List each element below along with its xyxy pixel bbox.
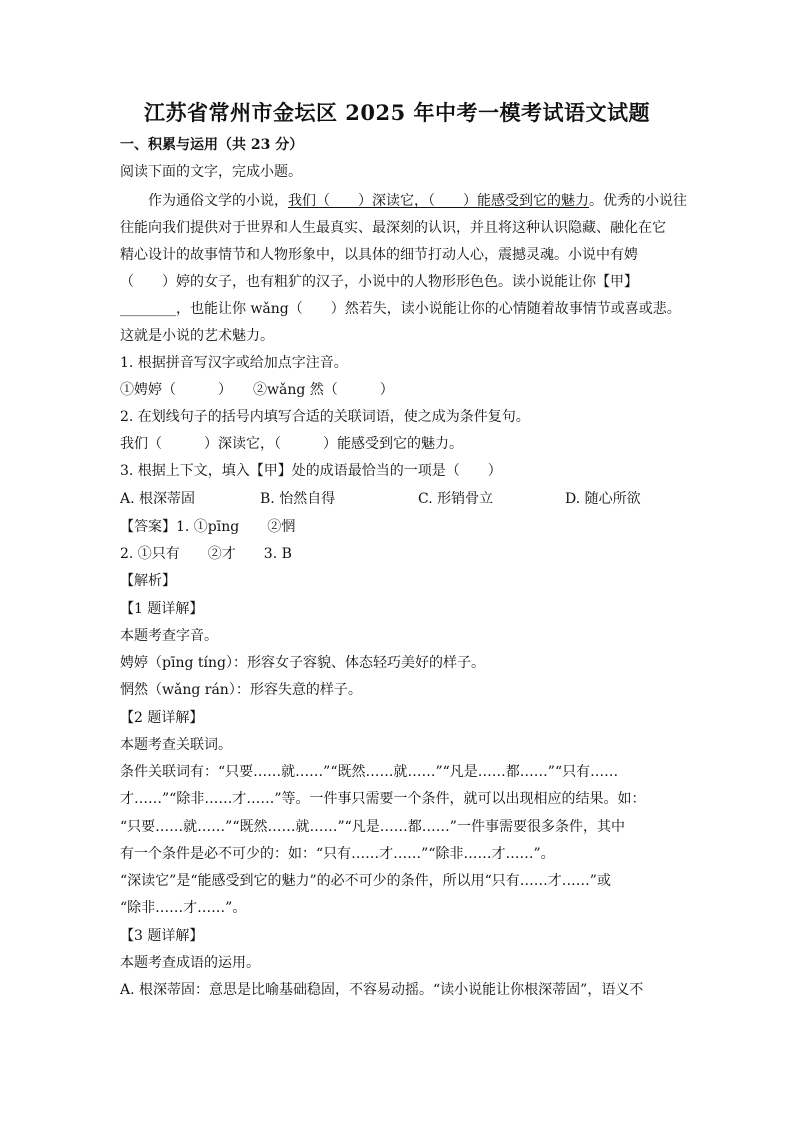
section-heading: 一、积累与运用（共 23 分） bbox=[120, 137, 304, 153]
question-1-items: ①娉婷（ ） ②wǎng 然（ ） bbox=[120, 382, 394, 398]
passage-line-2: 往能向我们提供对于世界和人生最真实、最深刻的认识，并且将这种认识隐藏、融化在它 bbox=[120, 220, 666, 236]
detail-2-line: 条件关联词有：“只要……就……”“既然……就……”“凡是……都……”“只有…… bbox=[120, 764, 619, 780]
detail-2-line: 才……”“除非……才……”等。一件事只需要一个条件，就可以出现相应的结果。如： bbox=[120, 791, 646, 807]
detail-3-line: 本题考查成语的运用。 bbox=[120, 955, 260, 971]
question-2-item: 我们（ ）深读它，（ ）能感受到它的魅力。 bbox=[120, 436, 463, 452]
detail-1-line: 本题考查字音。 bbox=[120, 628, 218, 644]
passage-line-5: ________，也能让你 wǎng（ ）然若失，读小说能让你的心情随着故事情节或喜或悲。 bbox=[120, 301, 681, 317]
passage-line-3: 精心设计的故事情节和人物形象中，以具体的细节打动人心，震撼灵魂。小说中有娉 bbox=[120, 247, 638, 263]
underlined-sentence: 我们（ ）深读它，（ ）能感受到它的魅力 bbox=[288, 193, 589, 209]
passage-line-6: 这就是小说的艺术魅力。 bbox=[120, 328, 274, 344]
detail-1-line: 惘然（wǎng rán）：形容失意的样子。 bbox=[120, 682, 362, 698]
detail-2-heading: 【2 题详解】 bbox=[120, 710, 204, 726]
detail-2-line: 有一个条件是必不可少的：如：“只有……才……”“除非……才……”。 bbox=[120, 846, 555, 862]
passage-line-4: （ ）婷的女子，也有粗犷的汉子，小说中的人物形形色色。读小说能让你【甲】 bbox=[120, 274, 638, 290]
answer-line-2: 2. ①只有 ②才 3. B bbox=[120, 546, 292, 562]
passage-text: 。优秀的小说往 bbox=[589, 193, 687, 209]
answer-line-1: 【答案】1. ①pīng ②惘 bbox=[120, 519, 296, 535]
detail-3-line: A. 根深蒂固：意思是比喻基础稳固，不容易动摇。“读小说能让你根深蒂固”，语义不 bbox=[120, 982, 644, 998]
detail-1-line: 娉婷（pīng tíng）：形容女子容貌、体态轻巧美好的样子。 bbox=[120, 655, 485, 671]
question-3: 3. 根据上下文，填入【甲】处的成语最恰当的一项是（ ） bbox=[120, 463, 502, 479]
detail-2-line: “除非……才……”。 bbox=[120, 900, 247, 916]
option-a: A. 根深蒂固 bbox=[120, 491, 196, 507]
detail-2-line: “只要……就……”“既然……就……”“凡是……都……”一件事需要很多条件，其中 bbox=[120, 819, 625, 835]
question-2: 2. 在划线句子的括号内填写合适的关联词语，使之成为条件复句。 bbox=[120, 409, 530, 425]
option-b: B. 怡然自得 bbox=[260, 491, 336, 507]
analysis-heading: 【解析】 bbox=[120, 573, 176, 589]
passage-text: 作为通俗文学的小说， bbox=[148, 193, 288, 209]
detail-3-heading: 【3 题详解】 bbox=[120, 928, 204, 944]
detail-2-line: “深读它”是“能感受到它的魅力”的必不可少的条件，所以用“只有……才……”或 bbox=[120, 873, 611, 889]
detail-1-heading: 【1 题详解】 bbox=[120, 601, 204, 617]
instruction: 阅读下面的文字，完成小题。 bbox=[120, 164, 302, 180]
option-c: C. 形销骨立 bbox=[418, 491, 494, 507]
question-1: 1. 根据拼音写汉字或给加点字注音。 bbox=[120, 355, 348, 371]
option-d: D. 随心所欲 bbox=[565, 491, 641, 507]
passage-line-1 bbox=[148, 192, 687, 210]
detail-2-line: 本题考查关联词。 bbox=[120, 737, 232, 753]
page-title: 江苏省常州市金坛区 2025 年中考一模考试语文试题 bbox=[143, 100, 651, 125]
